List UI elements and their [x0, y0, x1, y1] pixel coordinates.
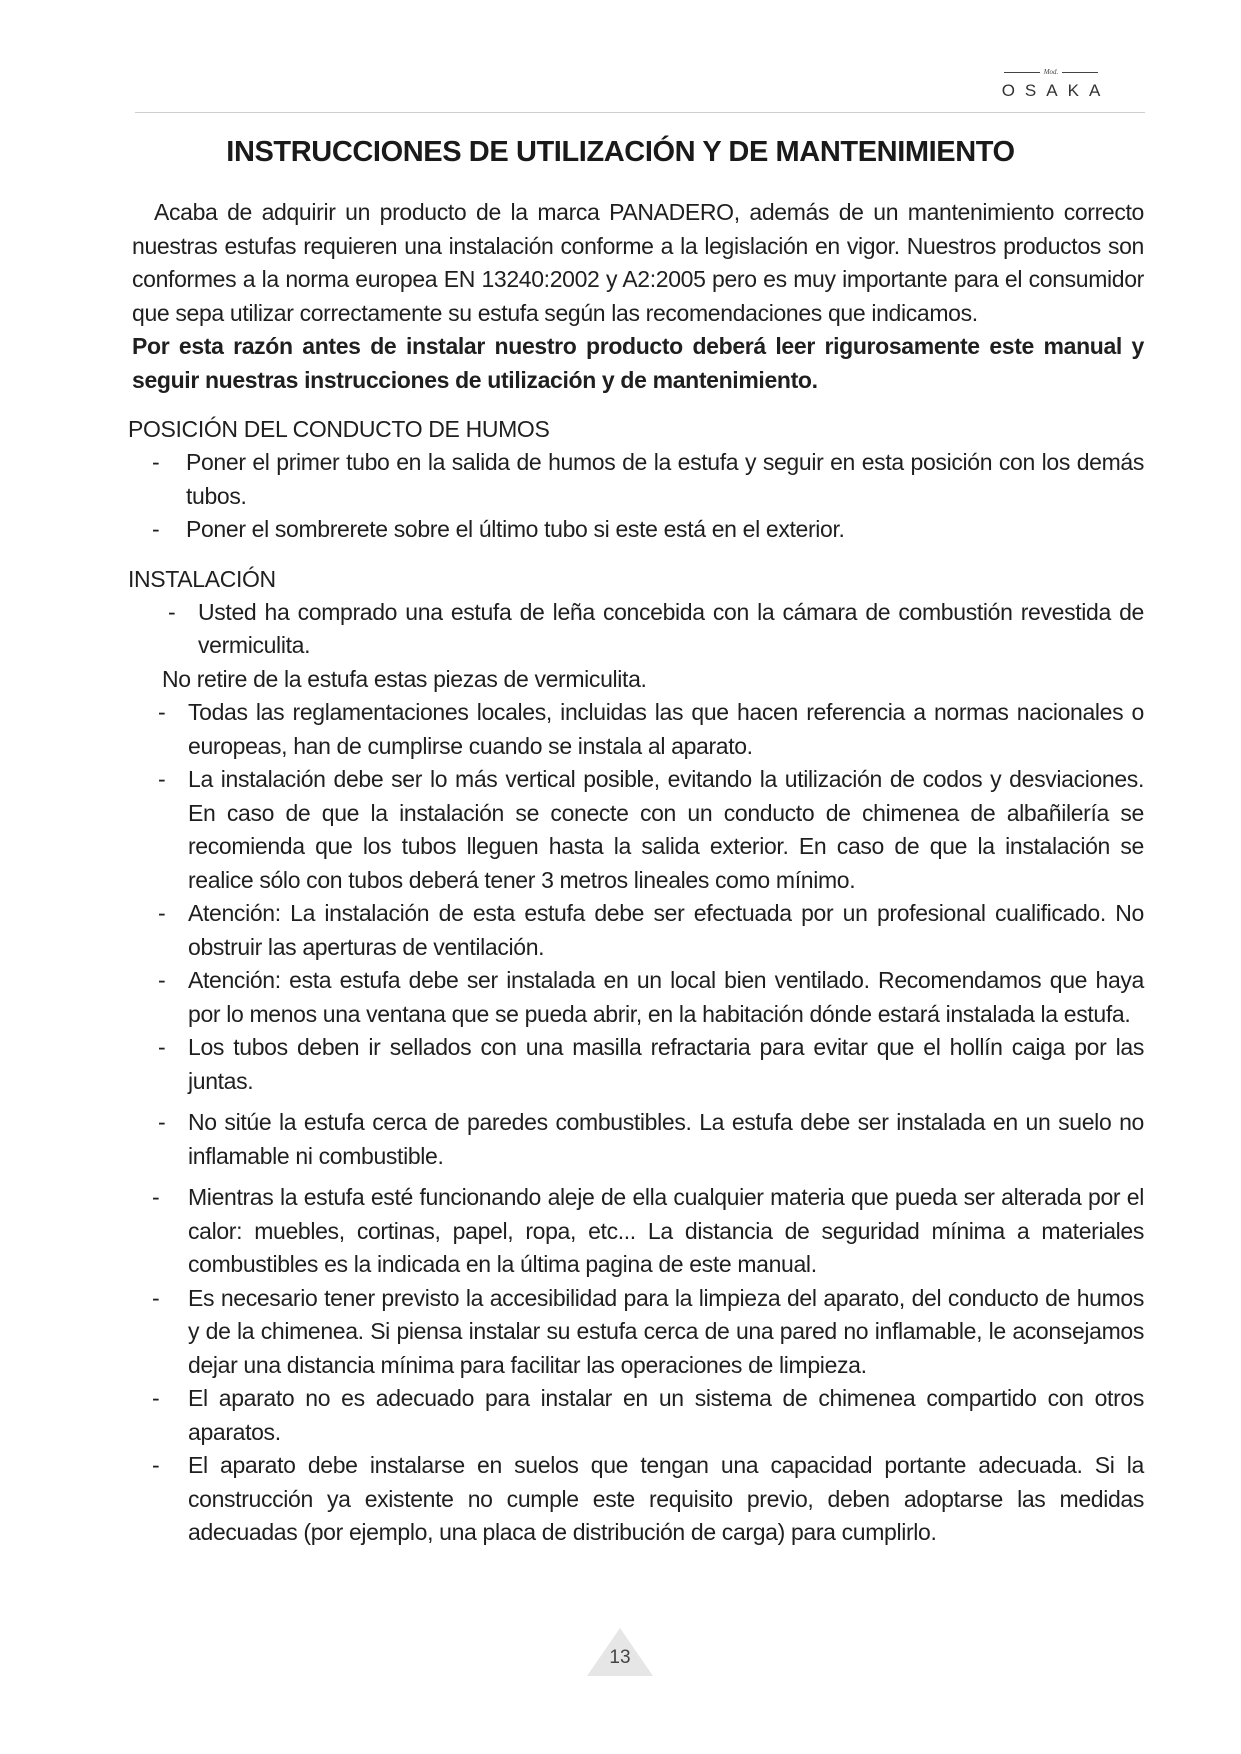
list-item-text: No sitúe la estufa cerca de paredes combustibles. La estufa debe ser instalada en un suelo no inflamable ni combustible.	[188, 1109, 1144, 1169]
page-title: INSTRUCCIONES DE UTILIZACIÓN Y DE MANTENIMIENTO	[226, 136, 1015, 168]
smoke-duct-list	[132, 446, 1144, 547]
model-brand	[991, 66, 1111, 101]
list-item-text: El aparato debe instalarse en suelos que tengan una capacidad portante adecuada. Si la construcción ya existente no cumple este requisito previo, deben adoptarse las medidas adecuadas (por ejemplo, una placa de distribución de carga) para cumplirlo.	[188, 1452, 1144, 1545]
list-item-text: Atención: La instalación de esta estufa debe ser efectuada por un profesional cualificado. No obstruir las aperturas de ventilación.	[188, 900, 1144, 960]
bullet-dash: -	[152, 1184, 160, 1210]
bullet-dash: -	[152, 1452, 160, 1478]
list-item	[152, 1181, 1144, 1282]
page-header	[135, 66, 1145, 113]
list-item-text: Poner el primer tubo en la salida de humos de la estufa y seguir en esta posición con los demás tubos.	[186, 449, 1144, 509]
bullet-dash: -	[158, 900, 166, 926]
bullet-dash: -	[152, 449, 160, 475]
list-item-text: El aparato no es adecuado para instalar en un sistema de chimenea compartido con otros aparatos.	[188, 1385, 1144, 1445]
list-item	[152, 1382, 1144, 1449]
vermiculite-note: No retire de la estufa estas piezas de vermiculita.	[162, 665, 647, 692]
list-item	[152, 1449, 1144, 1550]
bullet-dash: -	[158, 766, 166, 792]
list-item-text: La instalación debe ser lo más vertical posible, evitando la utilización de codos y desviaciones. En caso de que la instalación se conecte con un conducto de chimenea de albañilería se recomienda que los tubos lleguen hasta la salida exterior. En caso de que la instalación se realice sólo con tubos deberá tener 3 metros lineales como mínimo.	[188, 766, 1144, 893]
installation-list	[132, 596, 1144, 1550]
section-heading-smoke-duct: POSICIÓN DEL CONDUCTO DE HUMOS	[128, 416, 550, 442]
model-name: OSAKA	[1001, 81, 1111, 100]
list-item-text: Atención: esta estufa debe ser instalada en un local bien ventilado. Recomendamos que haya por lo menos una ventana que se pueda abrir, en la habitación dónde estará instalada la estufa.	[188, 967, 1144, 1027]
brand-rule-left	[1004, 72, 1040, 73]
list-item	[158, 696, 1144, 763]
bullet-dash: -	[168, 598, 176, 625]
bullet-dash: -	[158, 967, 166, 993]
model-label: Mod.	[1043, 68, 1059, 76]
bullet-dash: -	[158, 1109, 166, 1135]
bullet-dash: -	[158, 699, 166, 725]
brand-rule-right	[1062, 72, 1098, 73]
list-item	[158, 964, 1144, 1031]
list-item-text: Poner el sombrerete sobre el último tubo si este está en el exterior.	[186, 516, 845, 542]
section-heading-installation: INSTALACIÓN	[128, 565, 276, 592]
list-item	[158, 1031, 1144, 1098]
bullet-dash: -	[158, 1034, 166, 1060]
list-item	[152, 513, 1144, 547]
intro-paragraph: Acaba de adquirir un producto de la marca PANADERO, además de un mantenimiento correcto nuestras estufas requieren una instalación conforme a la legislación en vigor. Nuestros productos son conformes a la norma europea EN 13240:2002 y A2:2005 pero es muy importante para el consumidor que sepa utilizar correctamente su estufa según las recomendaciones que indicamos.	[132, 199, 1144, 326]
page-number-badge	[585, 1626, 655, 1678]
list-item	[168, 596, 1144, 663]
model-label-row	[991, 66, 1111, 78]
list-item	[158, 1106, 1144, 1173]
intro-bold-paragraph: Por esta razón antes de instalar nuestro producto deberá leer rigurosamente este manual y seguir nuestras instrucciones de utilización y de mantenimiento.	[132, 333, 1144, 393]
list-item	[152, 1282, 1144, 1383]
bullet-dash: -	[152, 1284, 160, 1311]
page-content	[128, 196, 1144, 1550]
list-item	[158, 763, 1144, 897]
list-item-text: Usted ha comprado una estufa de leña concebida con la cámara de combustión revestida de vermiculita.	[198, 598, 1144, 658]
list-item-text: Mientras la estufa esté funcionando aleje de ella cualquier materia que pueda ser alterada por el calor: muebles, cortinas, papel, ropa, etc... La distancia de seguridad mínima a materiales combustibles es la indicada en la última pagina de este manual.	[188, 1184, 1144, 1277]
list-item	[158, 897, 1144, 964]
bullet-dash: -	[152, 516, 160, 542]
list-item-text: Todas las reglamentaciones locales, incluidas las que hacen referencia a normas nacionales o europeas, han de cumplirse cuando se instala al aparato.	[188, 699, 1144, 759]
list-item	[152, 446, 1144, 513]
bullet-dash: -	[152, 1385, 160, 1411]
list-item-text: Es necesario tener previsto la accesibilidad para la limpieza del aparato, del conducto de humos y de la chimenea. Si piensa instalar su estufa cerca de una pared no inflamable, le aconsejamos dejar una distancia mínima para facilitar las operaciones de limpieza.	[188, 1284, 1144, 1378]
list-item-text: Los tubos deben ir sellados con una masilla refractaria para evitar que el hollín caiga por las juntas.	[188, 1034, 1144, 1094]
page-number: 13	[609, 1647, 631, 1668]
